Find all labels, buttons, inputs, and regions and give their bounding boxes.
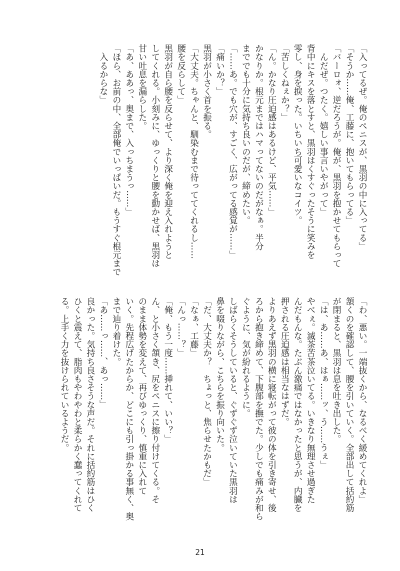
text-line: 鼻を啜りながら、こちらを振り向いた。	[214, 297, 225, 452]
text-line: 「なぁ、工藤」	[188, 297, 199, 358]
text-line: 「……あ。でも穴が、すごく、広がってる感覚が……」	[227, 44, 238, 259]
text-line: 「わ、悪い。一端抜くから、なるべく緩めてくれよ」	[357, 297, 367, 504]
text-line: 押される圧迫感は相当なはずだ。	[279, 297, 290, 426]
text-line: してくれる。小刻みに、ゆっくりと腰を動かせば、黒羽は	[149, 44, 160, 268]
text-line: 入るからな」	[97, 44, 108, 105]
text-line: 黒羽が小さく首を振る。	[201, 44, 212, 139]
text-block-upper	[96, 44, 368, 277]
text-line: 「ん。かなり圧迫感はあるけど、平気……」	[266, 44, 277, 216]
text-line: 頷くのを確認して、腰を引いていく。全部出して括約筋	[344, 297, 355, 512]
page-number: 21	[195, 548, 205, 557]
text-line: のまま体勢を変えて、再びゆっくり、慎重に入れて	[136, 297, 147, 495]
text-line: 黒羽が自ら腰を反らせて、より深く俺を迎え入れようと	[162, 44, 173, 259]
text-line: 「ほら、お前の中、全部俺でいっぱいだ。もうすぐ根元まで	[110, 44, 121, 277]
text-line: 「だ、大丈夫か？ ちょっと、焦らせたかもだ」	[201, 297, 212, 487]
text-line: が閉まると、黒羽は息を吐き出した。	[331, 297, 342, 444]
text-line: 背中にキスを落とすと、黒羽はくすぐったそうに笑みを	[305, 44, 316, 259]
text-line: まで辿り着けた。	[110, 297, 121, 366]
text-line: 「苦しくねぇか？」	[279, 44, 290, 122]
text-line: んだぜ。つたく。嬉しい事言いやがって」	[318, 44, 329, 216]
text-line: 甘い吐息を漏らした。	[136, 44, 147, 130]
text-line: しばらくそうしていると、ぐずぐず泣いていた黒羽は	[227, 297, 238, 504]
text-line: やべぇ。滅茶苦茶泣いてる。いきなり無理させ過ぎた	[305, 297, 316, 504]
text-line: 「あ……っ……、あっ……」	[97, 297, 108, 409]
text-line: 良かった。気持ち良さそうな声だ。それに括約筋はひく	[84, 297, 95, 512]
text-line: 「あ、ああっ、奥まで、入っちまうっ……」	[123, 44, 134, 216]
text-line: 「大丈夫。ちゃんと、馴染むまで待っててくれるし……	[188, 44, 199, 259]
text-line: 「痛いか？」	[214, 44, 225, 96]
text-line: いく。先程広げたからか、どこにも引っ掛かる事無く、奥	[123, 297, 134, 521]
text-line: 「俺、もう一度……挿れて、いい？」	[162, 297, 173, 444]
text-line: よりあえず黒羽の横に寝転がって彼の体を引き寄せ、後	[266, 297, 277, 512]
text-line: んだもんな。たぶん激痛ではなかったと思うが、内臓を	[292, 297, 303, 512]
text-line: る。上手く力を抜けられているようだ。	[59, 297, 70, 452]
text-block-lower	[57, 297, 368, 525]
text-line: 腰を反らして」	[175, 44, 186, 105]
text-line: ぐように、気が紛れるように。	[240, 297, 251, 418]
text-line: 「そうか……俺、工藤に、抱いてもらってる」	[344, 44, 355, 225]
text-line: 「んっ……？」	[175, 297, 186, 358]
text-line: まででも十分に気持ち良いのだが、締めたい。	[240, 44, 251, 225]
text-line: 「バーロォ、逆だろうが。俺が、黒羽を抱かせてもらって	[331, 44, 342, 268]
text-line: 零し、身を捩った。いちいち可愛いなコイツ。	[292, 44, 303, 225]
text-line: 「は、あ……あ、はぁ……ッ、う……うぇ」	[318, 297, 329, 469]
text-line: ひくと震えて、脂肉もやわやわと柔らかく蠢ってくれて	[72, 297, 83, 512]
text-line: ん、と小さく頷き、尻をペニスに擦り付けてくる。そ	[149, 297, 160, 504]
text-line: 「入ってるぜ。俺のペニスが、黒羽の中に入ってる」	[357, 44, 367, 251]
text-line: かなりか。根元まではハマってないのだがなぁ。半分	[253, 44, 264, 251]
text-line: ろから抱き締めて、下腹部を撫でた。少しでも痛みが和ら	[253, 297, 264, 521]
